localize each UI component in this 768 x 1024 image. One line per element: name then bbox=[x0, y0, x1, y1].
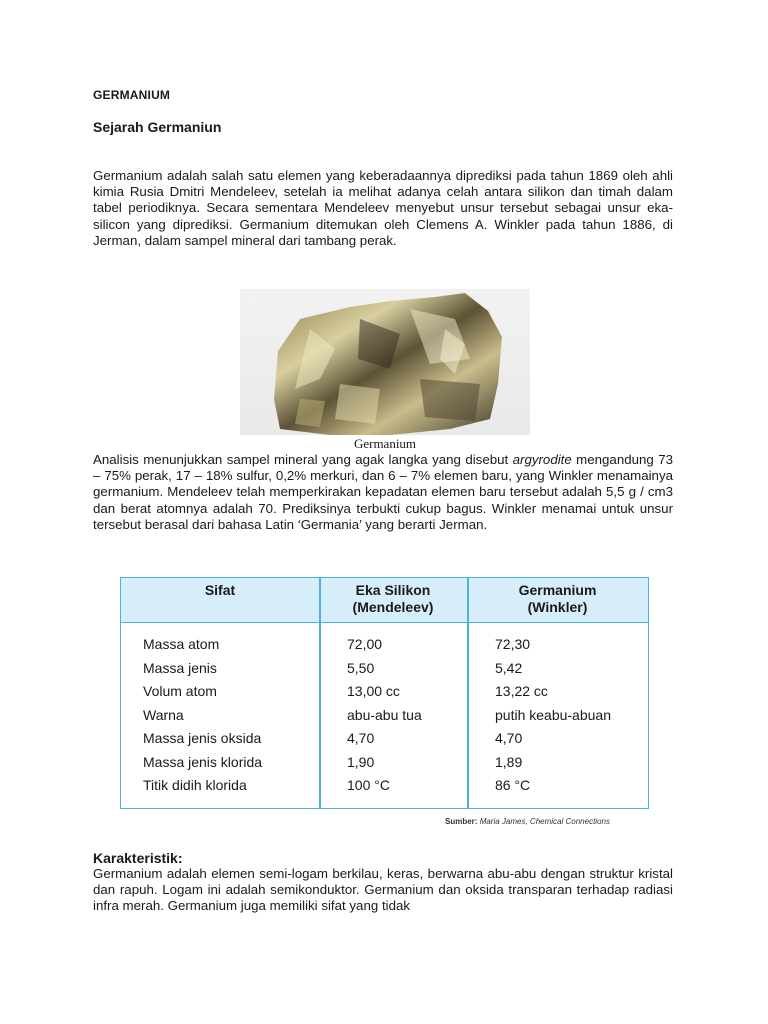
cell-ge: putih keabu-abuan bbox=[495, 706, 611, 723]
table-row bbox=[121, 681, 648, 705]
section-title: Sejarah Germaniun bbox=[93, 119, 222, 135]
table-row bbox=[121, 634, 648, 658]
table-header bbox=[121, 578, 648, 623]
table-source bbox=[445, 817, 610, 826]
header-eka-line1: Eka Silikon bbox=[355, 582, 431, 598]
cell-ge: 86 °C bbox=[495, 777, 531, 793]
history-paragraph: Germanium adalah salah satu elemen yang keberadaannya diprediksi pada tahun 1869 oleh ahli kimia Rusia Dmitri Mendeleev, setelah ia melihat adanya celah antara silikon dan timah dalam tabel periodiknya. Secara sementara Mendeleev menyebut unsur tersebut sebagai unsur eka-silicon yang diprediksi. Germanium ditemukan oleh Clemens A. Winkler pada tahun 1886, di Jerman, dalam sampel mineral dari tambang perak. bbox=[93, 168, 673, 248]
header-sifat bbox=[121, 582, 319, 599]
table-body bbox=[121, 634, 648, 799]
table-row bbox=[121, 752, 648, 776]
analysis-paragraph bbox=[93, 452, 673, 533]
karakteristik-title: Karakteristik: bbox=[93, 850, 183, 866]
cell-sifat: Titik didih klorida bbox=[143, 777, 247, 793]
cell-eka: 1,90 bbox=[347, 753, 375, 770]
cell-eka: 5,50 bbox=[347, 659, 375, 676]
cell-sifat: Massa jenis bbox=[143, 659, 217, 676]
cell-sifat: Massa atom bbox=[143, 636, 220, 652]
source-text: Maria James, Chemical Connections bbox=[479, 817, 610, 826]
document-title: GERMANIUM bbox=[93, 88, 171, 102]
source-label: Sumber: bbox=[445, 817, 478, 826]
cell-sifat: Massa jenis klorida bbox=[143, 753, 263, 770]
germanium-photo bbox=[240, 289, 530, 435]
comparison-table bbox=[120, 577, 649, 809]
cell-sifat: Massa jenis oksida bbox=[143, 730, 262, 746]
karakteristik-paragraph: Germanium adalah elemen semi-logam berkilau, keras, berwarna abu-abu dengan struktur kristal dan rapuh. Logam ini adalah semikonduktor. Germanium dan oksida transparan terhadap radiasi infra merah. Germanium juga memiliki sifat yang tidak bbox=[93, 866, 673, 914]
cell-eka: 13,00 cc bbox=[347, 683, 400, 699]
argyrodite-term: argyrodite bbox=[512, 452, 572, 467]
cell-eka: 100 °C bbox=[347, 777, 390, 793]
cell-ge: 13,22 cc bbox=[495, 683, 548, 699]
header-sifat-label: Sifat bbox=[204, 582, 236, 598]
cell-eka: 4,70 bbox=[347, 730, 375, 746]
header-eka-line2: (Mendeleev) bbox=[352, 599, 434, 615]
germanium-rock-image bbox=[240, 289, 530, 435]
header-ge-line2: (Winkler) bbox=[527, 599, 588, 615]
analysis-text-part1: Analisis menunjukkan sampel mineral yang agak langka yang disebut bbox=[93, 452, 513, 467]
cell-ge: 1,89 bbox=[495, 753, 523, 770]
header-germanium bbox=[467, 582, 648, 616]
figure-caption: Germanium bbox=[353, 436, 417, 451]
cell-sifat: Warna bbox=[143, 706, 184, 723]
header-ge-line1: Germanium bbox=[518, 582, 597, 598]
table-row bbox=[121, 658, 648, 682]
table-row bbox=[121, 705, 648, 729]
table-row bbox=[121, 728, 648, 752]
cell-ge: 72,30 bbox=[495, 636, 531, 652]
analysis-text-part2: mengandung 73 – 75% perak, 17 – 18% sulfur, 0,2% merkuri, dan 6 – 7% elemen baru, yang Winkler menamainya germanium. Mendeleev telah memperkirakan kepadatan elemen baru tersebut adalah 5,5 g / cm3 dan berat atomnya adalah 70. Prediksinya terbukti cukup bagus. Winkler menamai untuk unsur tersebut berasal dari bahasa Latin ‘Germania’ yang berarti Jerman. bbox=[93, 452, 674, 532]
header-eka-silikon bbox=[319, 582, 467, 616]
cell-sifat: Volum atom bbox=[143, 683, 217, 699]
cell-ge: 5,42 bbox=[495, 659, 523, 676]
cell-eka: 72,00 bbox=[347, 636, 383, 652]
cell-ge: 4,70 bbox=[495, 730, 523, 746]
cell-eka: abu-abu tua bbox=[347, 706, 422, 723]
table-row bbox=[121, 775, 648, 799]
